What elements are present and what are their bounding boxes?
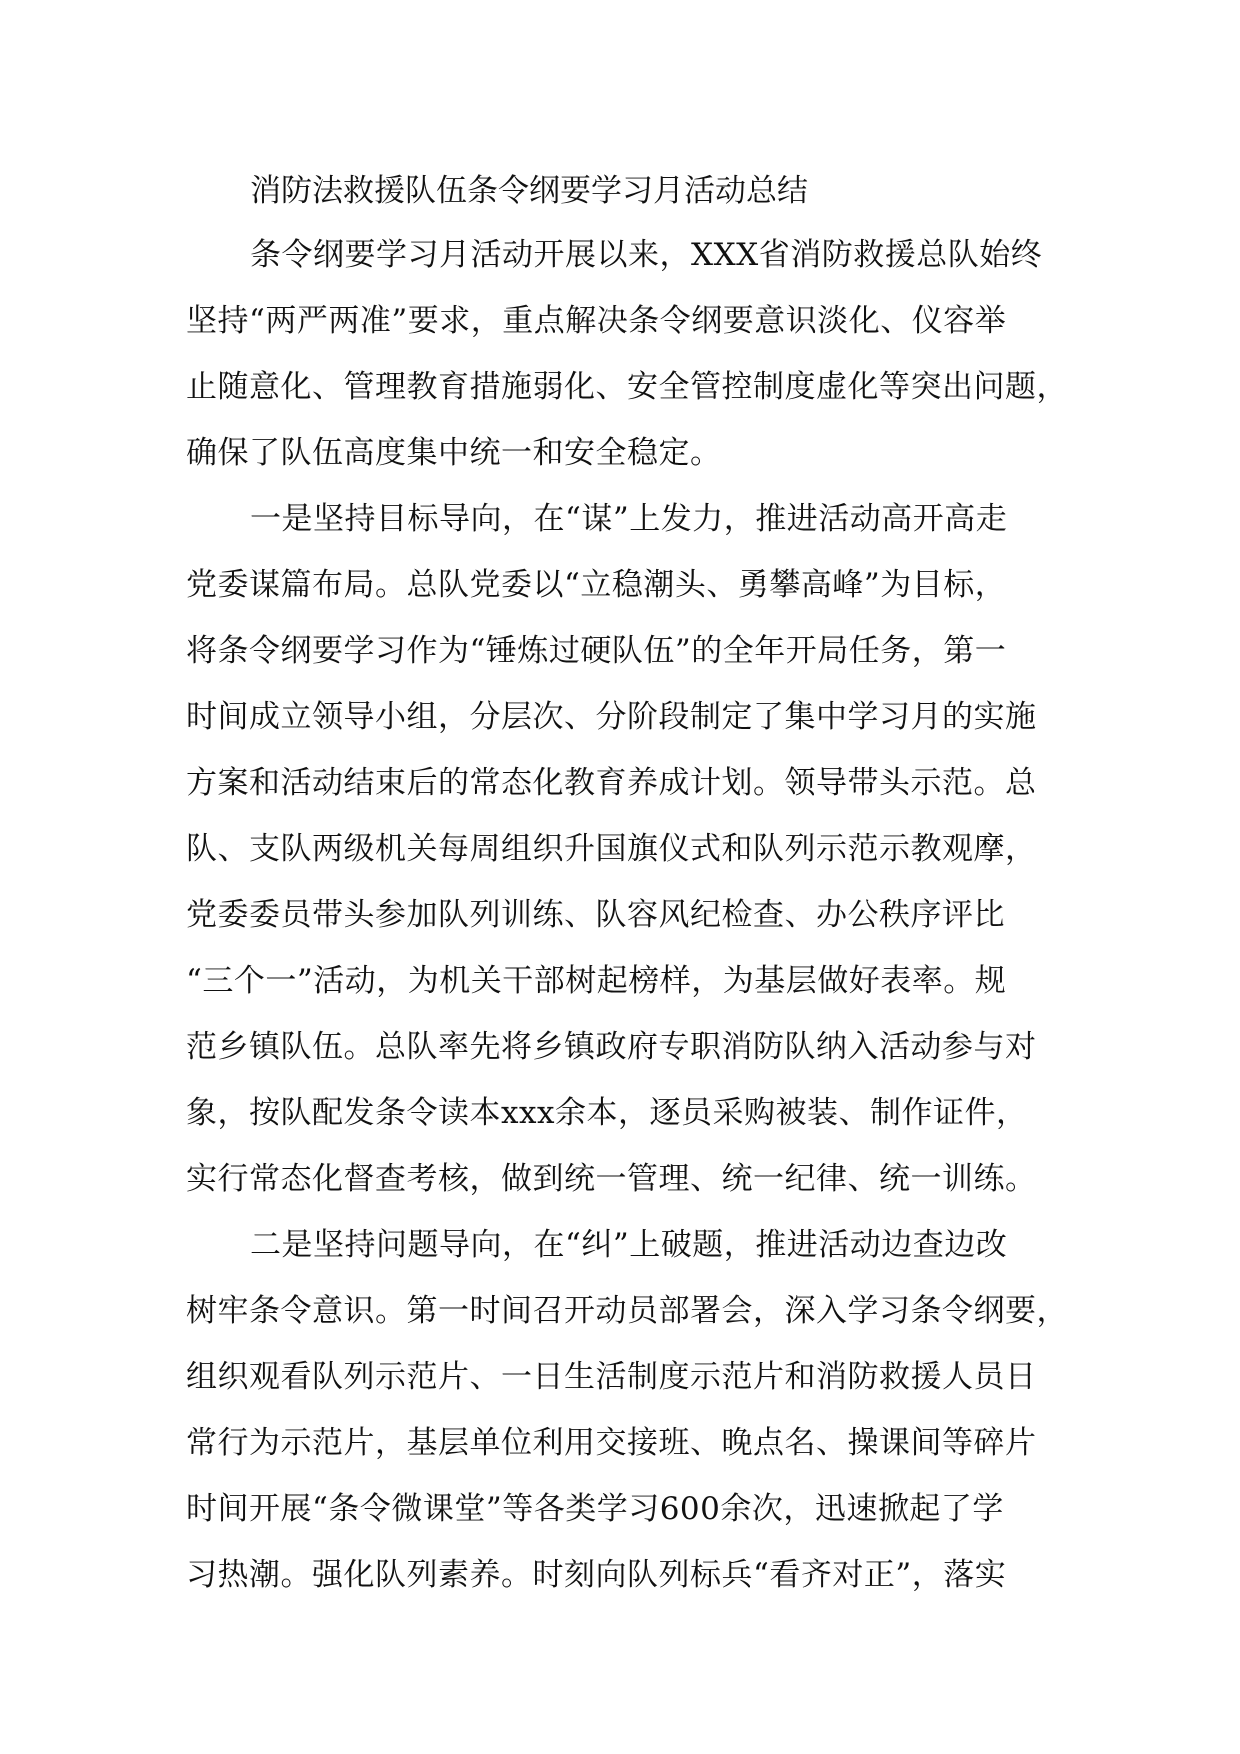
paragraph-line: 确保了队伍高度集中统一和安全稳定。: [186, 435, 722, 471]
paragraph-line: “三个一”活动，为机关干部树起榜样，为基层做好表率。规: [186, 963, 1007, 999]
paragraph-line: 组织观看队列示范片、一日生活制度示范片和消防救援人员日: [186, 1359, 1037, 1395]
paragraph-line: 习热潮。强化队列素养。时刻向队列标兵“看齐对正”，落实: [186, 1557, 1007, 1593]
paragraph-line: 将条令纲要学习作为“锤炼过硬队伍”的全年开局任务，第一: [186, 633, 1007, 669]
paragraph-line: 时间成立领导小组，分层次、分阶段制定了集中学习月的实施: [186, 699, 1037, 735]
paragraph-line: 树牢条令意识。第一时间召开动员部署会，深入学习条令纲要，: [186, 1293, 1068, 1329]
paragraph-line: 党委委员带头参加队列训练、队容风纪检查、办公秩序评比: [186, 897, 1005, 933]
paragraph-line: 党委谋篇布局。总队党委以“立稳潮头、勇攀高峰”为目标，: [186, 567, 1007, 603]
paragraph-line: 条令纲要学习月活动开展以来，XXX省消防救援总队始终: [250, 237, 1043, 273]
paragraph-line: 范乡镇队伍。总队率先将乡镇政府专职消防队纳入活动参与对: [186, 1029, 1037, 1065]
paragraph-line: 常行为示范片，基层单位利用交接班、晚点名、操课间等碎片: [186, 1425, 1037, 1461]
paragraph-line: 二是坚持问题导向，在“纠”上破题，推进活动边查边改: [250, 1227, 1008, 1263]
paragraph-line: 止随意化、管理教育措施弱化、安全管控制度虚化等突出问题，: [186, 369, 1068, 405]
paragraph-line: 坚持“两严两准”要求，重点解决条令纲要意识淡化、仪容举: [186, 303, 1007, 339]
paragraph-line: 实行常态化督查考核，做到统一管理、统一纪律、统一训练。: [186, 1161, 1037, 1197]
paragraph-line: 队、支队两级机关每周组织升国旗仪式和队列示范示教观摩，: [186, 831, 1037, 867]
paragraph-line: 象，按队配发条令读本xxx余本，逐员采购被装、制作证件，: [186, 1095, 1028, 1131]
paragraph-line: 一是坚持目标导向，在“谋”上发力，推进活动高开高走: [250, 501, 1008, 537]
document-title: 消防法救援队伍条令纲要学习月活动总结: [250, 173, 808, 209]
paragraph-line: 时间开展“条令微课堂”等各类学习600余次，迅速掀起了学: [186, 1491, 1004, 1527]
paragraph-line: 方案和活动结束后的常态化教育养成计划。领导带头示范。总: [186, 765, 1037, 801]
